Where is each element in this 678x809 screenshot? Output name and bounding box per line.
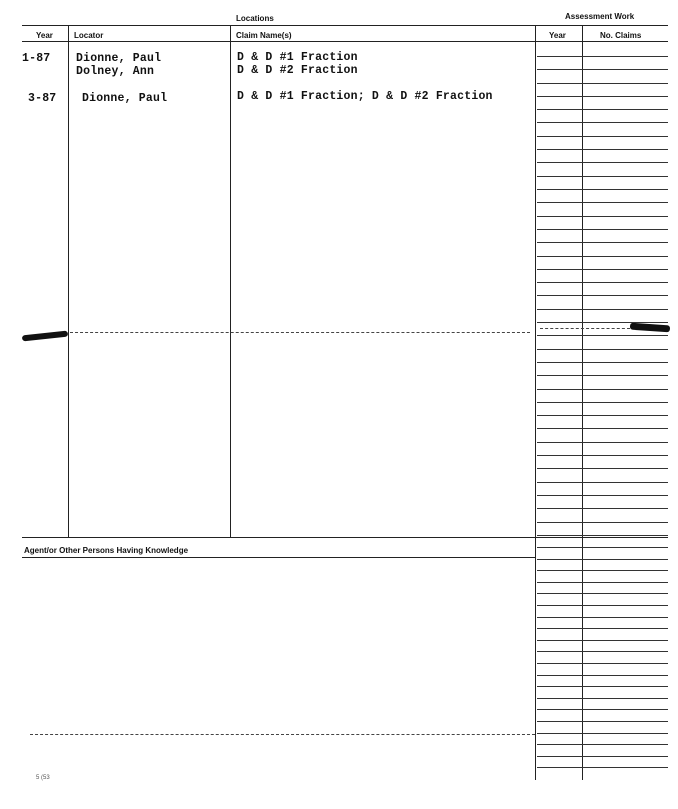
assessment-row-rule	[537, 149, 668, 150]
smudge-left	[22, 331, 68, 342]
assessment-row-rule	[537, 582, 668, 583]
assessment-year-column-line	[535, 25, 536, 780]
assessment-row-rule	[537, 547, 668, 548]
header-top-rule	[22, 25, 668, 26]
assessment-row-rule	[537, 559, 668, 560]
assessment-row-rule	[537, 269, 668, 270]
assessment-row-rule	[537, 282, 668, 283]
entry-1-year: 1-87	[22, 52, 51, 65]
assessment-row-rule	[537, 675, 668, 676]
assessment-row-rule	[537, 455, 668, 456]
locations-bottom-rule	[22, 537, 668, 538]
assessment-row-rule	[537, 709, 668, 710]
agent-section-rule	[22, 557, 535, 558]
assessment-row-rule	[537, 56, 668, 57]
assessment-row-rule	[537, 202, 668, 203]
entry-1-claim-2: D & D #2 Fraction	[237, 64, 358, 77]
assessment-row-rule	[537, 495, 668, 496]
assessment-row-rule	[537, 508, 668, 509]
assessment-row-rule	[537, 721, 668, 722]
assessment-row-rule	[537, 570, 668, 571]
assessment-row-rule	[537, 229, 668, 230]
assessment-row-rule	[537, 256, 668, 257]
agent-section-label: Agent/or Other Persons Having Knowledge	[24, 546, 189, 555]
assessment-row-rule	[537, 428, 668, 429]
fold-line-right	[540, 328, 630, 329]
assessment-row-rule	[537, 698, 668, 699]
assessment-row-rule	[537, 593, 668, 594]
entry-2-locator-1: Dionne, Paul	[82, 92, 168, 105]
assessment-row-rule	[537, 136, 668, 137]
assessment-row-rule	[537, 216, 668, 217]
assessment-row-rule	[537, 69, 668, 70]
assessment-row-rule	[537, 605, 668, 606]
assessment-row-rule	[537, 468, 668, 469]
entry-2-claims: D & D #1 Fraction; D & D #2 Fraction	[237, 90, 493, 103]
assessment-row-rule	[537, 442, 668, 443]
smudge-right	[630, 323, 670, 333]
assessment-row-rule	[537, 189, 668, 190]
assessment-row-rule	[537, 628, 668, 629]
col-claim-names-header: Claim Name(s)	[236, 31, 292, 40]
assessment-row-rule	[537, 83, 668, 84]
assessment-row-rule	[537, 322, 668, 323]
col-year-header: Year	[36, 31, 53, 40]
col-no-claims-header: No. Claims	[600, 31, 642, 40]
entry-1-locator-2: Dolney, Ann	[76, 65, 155, 78]
assessment-row-rule	[537, 389, 668, 390]
assessment-row-rule	[537, 522, 668, 523]
assessment-row-rule	[537, 335, 668, 336]
assessment-row-rule	[537, 349, 668, 350]
entry-1-claim-1: D & D #1 Fraction	[237, 51, 358, 64]
assessment-row-rule	[537, 375, 668, 376]
col-locator-header: Locator	[74, 31, 104, 40]
assessment-row-rule	[537, 663, 668, 664]
assessment-row-rule	[537, 362, 668, 363]
form-number: 5 (53	[36, 775, 50, 781]
assessment-row-rule	[537, 535, 668, 536]
entry-2-year: 3-87	[28, 92, 57, 105]
col-assess-year-header: Year	[549, 31, 566, 40]
assessment-work-title: Assessment Work	[565, 12, 635, 21]
assessment-row-rule	[537, 295, 668, 296]
assessment-row-rule	[537, 402, 668, 403]
entry-1-locator-1: Dionne, Paul	[76, 52, 162, 65]
locator-column-line	[68, 25, 69, 537]
assessment-row-rule	[537, 96, 668, 97]
assessment-row-rule	[537, 617, 668, 618]
header-bottom-rule	[22, 41, 668, 42]
assessment-row-rule	[537, 109, 668, 110]
assessment-row-rule	[537, 176, 668, 177]
assessment-row-rule	[537, 482, 668, 483]
assessment-row-rule	[537, 640, 668, 641]
assessment-row-rule	[537, 767, 668, 768]
assessment-row-rule	[537, 122, 668, 123]
assessment-row-rule	[537, 309, 668, 310]
lower-dash-line	[30, 734, 535, 735]
assessment-row-rule	[537, 756, 668, 757]
fold-line	[70, 332, 530, 333]
assessment-row-rule	[537, 686, 668, 687]
assessment-row-rule	[537, 744, 668, 745]
assessment-row-rule	[537, 651, 668, 652]
assessment-row-rule	[537, 242, 668, 243]
assessment-row-rule	[537, 162, 668, 163]
assessment-row-rule	[537, 415, 668, 416]
assessment-row-rule	[537, 733, 668, 734]
claim-column-line	[230, 25, 231, 537]
locations-title: Locations	[236, 14, 274, 23]
